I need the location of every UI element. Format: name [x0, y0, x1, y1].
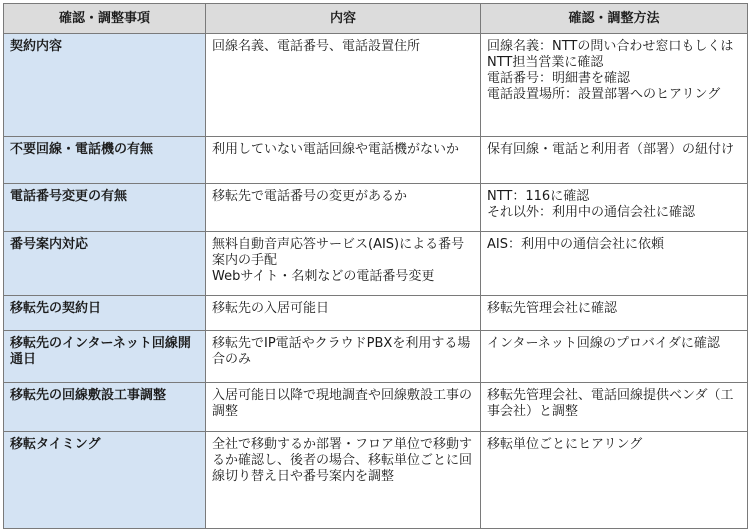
row-method-cell — [481, 331, 748, 383]
row-content-cell — [206, 34, 481, 137]
row-item-label: 移転先の回線敷設工事調整 — [10, 387, 167, 403]
header-method: 確認・調整方法 — [481, 4, 748, 34]
row-item-cell — [4, 382, 206, 431]
header-row — [4, 4, 748, 34]
table-row — [4, 184, 748, 231]
row-content-cell — [206, 295, 481, 330]
row-item-label: 番号案内対応 — [10, 236, 89, 252]
row-content-line: 移転先でIP電話やクラウドPBXを利用する場合のみ — [212, 336, 471, 368]
row-content-cell — [206, 137, 481, 184]
row-item-label: 移転先の契約日 — [10, 300, 102, 316]
row-method-line: AIS：利用中の通信会社に依頼 — [487, 236, 664, 252]
row-item-label: 移転タイミング — [10, 437, 101, 453]
row-item-cell — [4, 432, 206, 529]
row-item-label: 契約内容 — [10, 39, 63, 54]
row-method-cell — [481, 432, 748, 529]
row-item-cell — [4, 184, 206, 231]
row-method-line: NTT：116に確認 — [487, 189, 590, 205]
row-content-line: 無料自動音声応答サービス(AIS)による番号案内の手配 — [212, 236, 465, 268]
row-method-line: 保有回線・電話と利用者（部署）の紐付け — [487, 142, 735, 158]
row-content-cell — [206, 184, 481, 231]
row-content-cell — [206, 382, 481, 431]
row-item-label: 電話番号変更の有無 — [10, 189, 128, 205]
row-method-line: インターネット回線のプロバイダに確認 — [487, 336, 720, 352]
row-content-line: 移転先の入居可能日 — [212, 300, 330, 316]
row-method-cell — [481, 34, 748, 137]
row-method-line: 電話番号：明細書を確認 — [487, 71, 631, 86]
table-row — [4, 331, 748, 383]
row-content-cell — [206, 432, 481, 529]
row-content-line: 全社で移動するか部署・フロア単位で移動するか確認し、後者の場合、移転単位ごとに回線切り替え日や番号案内を調整 — [212, 437, 473, 485]
row-method-line: 回線名義：NTTの問い合わせ窓口もしくはNTT担当営業に確認 — [487, 39, 734, 70]
row-method-cell — [481, 231, 748, 295]
row-item-cell — [4, 331, 206, 383]
confirmation-table — [3, 3, 748, 529]
row-method-cell — [481, 295, 748, 330]
header-content: 内容 — [206, 4, 481, 34]
row-item-cell — [4, 137, 206, 184]
row-content-cell — [206, 231, 481, 295]
row-content-line: Webサイト・名刺などの電話番号変更 — [212, 268, 435, 284]
row-item-cell — [4, 231, 206, 295]
row-item-cell — [4, 34, 206, 137]
table-row — [4, 137, 748, 184]
table-row — [4, 432, 748, 529]
row-method-cell — [481, 137, 748, 184]
table-row — [4, 34, 748, 137]
row-method-line: 移転先管理会社、電話回線提供ベンダ（工事会社）と調整 — [487, 387, 734, 419]
row-item-label: 移転先のインターネット回線開通日 — [10, 336, 191, 368]
table-row — [4, 231, 748, 295]
row-item-label: 不要回線・電話機の有無 — [10, 142, 154, 158]
row-method-cell — [481, 184, 748, 231]
row-method-line: それ以外：利用中の通信会社に確認 — [487, 205, 696, 221]
table-body — [4, 34, 748, 529]
row-method-line: 移転単位ごとにヒアリング — [487, 437, 643, 453]
row-content-cell — [206, 331, 481, 383]
row-method-line: 移転先管理会社に確認 — [487, 300, 618, 316]
row-content-line: 利用していない電話回線や電話機がないか — [212, 142, 460, 158]
header-item: 確認・調整事項 — [4, 4, 206, 34]
row-method-cell — [481, 382, 748, 431]
row-method-line: 電話設置場所：設置部署へのヒアリング — [487, 87, 721, 102]
row-content-line: 入居可能日以降で現地調査や回線敷設工事の調整 — [212, 387, 473, 419]
row-content-line: 移転先で電話番号の変更があるか — [212, 189, 408, 205]
row-content-line: 回線名義、電話番号、電話設置住所 — [212, 39, 421, 54]
row-item-cell — [4, 295, 206, 330]
table-row — [4, 382, 748, 431]
table-row — [4, 295, 748, 330]
